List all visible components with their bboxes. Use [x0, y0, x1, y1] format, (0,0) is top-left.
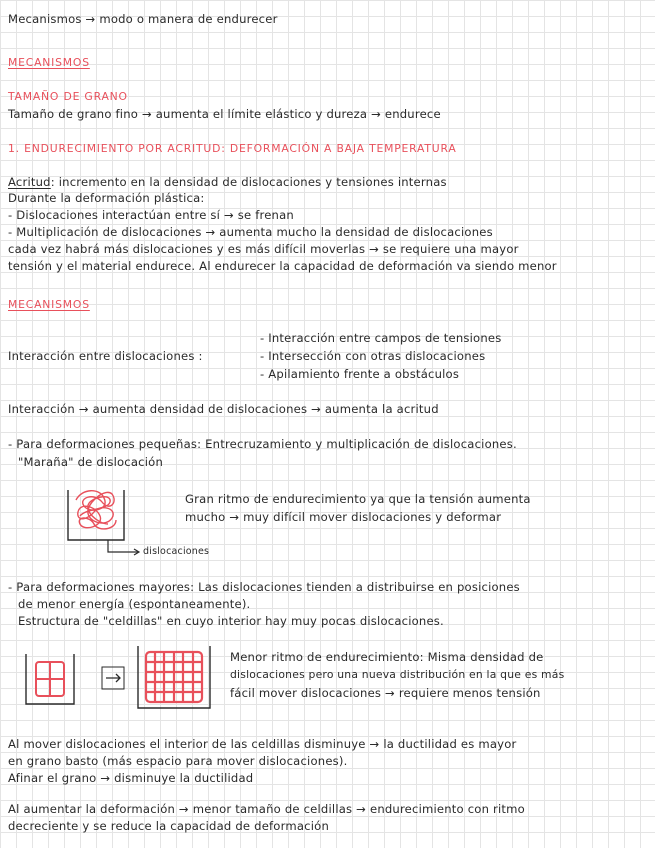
grain-title: TAMAÑO DE GRANO [8, 90, 128, 103]
large-def-note3: fácil mover dislocaciones → requiere menos tensión [230, 686, 541, 700]
cells-sketch [22, 642, 222, 714]
closing-line4: Al aumentar la deformación → menor tamaño de celdillas → endurecimiento con ritmo [8, 802, 525, 816]
mechanism-item: - Interacción entre campos de tensiones [260, 331, 502, 345]
closing-line1: Al mover dislocaciones el interior de las celdillas disminuye → la ductilidad es mayor [8, 737, 517, 751]
right-arrow-icon [106, 674, 120, 682]
mechanism-item: - Apilamiento frente a obstáculos [260, 367, 460, 381]
heading-mecanismos: MECANISMOS [8, 56, 90, 69]
large-def-line2: de menor energía (espontaneamente). [18, 597, 251, 611]
heading-mecanismos-2: MECANISMOS [8, 298, 90, 311]
grain-text: Tamaño de grano fino → aumenta el límite elástico y dureza → endurece [8, 107, 441, 121]
acritud-line1: - Dislocaciones interactúan entre sí → se frenan [8, 208, 294, 222]
sketch-label: dislocaciones [143, 546, 210, 557]
acritud-definition-line [8, 175, 447, 189]
acritud-line2: - Multiplicación de dislocaciones → aumenta mucho la densidad de dislocaciones [8, 225, 493, 239]
large-def-line1: - Para deformaciones mayores: Las dislocaciones tienden a distribuirse en posiciones [8, 580, 520, 594]
interaction-label: Interacción entre dislocaciones : [8, 349, 203, 363]
interaction-summary: Interacción → aumenta densidad de dislocaciones → aumenta la acritud [8, 402, 439, 416]
closing-line5: decreciente y se reduce la capacidad de deformación [8, 819, 330, 833]
section1-title: 1. ENDURECIMIENTO POR ACRITUD: DEFORMACIÓN A BAJA TEMPERATURA [8, 142, 457, 155]
acritud-definition: : incremento en la densidad de dislocaciones y tensiones internas [50, 175, 447, 189]
intro-line: Mecanismos → modo o manera de endurecer [8, 12, 278, 26]
dislocation-tangle [76, 491, 116, 529]
large-def-note2: dislocaciones pero una nueva distribución en la que es más [230, 668, 565, 681]
cell-structure-left [36, 662, 64, 696]
small-def-note1: Gran ritmo de endurecimiento ya que la tensión aumenta [185, 492, 531, 506]
acritud-line3: cada vez habrá más dislocaciones y es más difícil moverlas → se requiere una mayor [8, 242, 519, 256]
small-def-line2: "Maraña" de dislocación [18, 455, 164, 469]
acritud-term: Acritud [8, 175, 51, 189]
acritud-during: Durante la deformación plástica: [8, 191, 205, 205]
closing-line2: en grano basto (más espacio para mover dislocaciones). [8, 754, 348, 768]
mechanism-item: - Intersección con otras dislocaciones [260, 349, 486, 363]
small-def-line1: - Para deformaciones pequeñas: Entrecruzamiento y multiplicación de dislocaciones. [8, 437, 517, 451]
large-def-note1: Menor ritmo de endurecimiento: Misma densidad de [230, 650, 544, 664]
cell-structure-right [146, 652, 202, 702]
closing-line3: Afinar el grano → disminuye la ductilidad [8, 771, 254, 785]
label-pointer [108, 540, 138, 552]
large-def-line3: Estructura de "celdillas" en cuyo interior hay muy pocas dislocaciones. [18, 614, 444, 628]
small-def-note2: mucho → muy difícil mover dislocaciones y deformar [185, 510, 502, 524]
acritud-line4: tensión y el material endurece. Al endurecer la capacidad de deformación va siendo menor [8, 259, 557, 273]
